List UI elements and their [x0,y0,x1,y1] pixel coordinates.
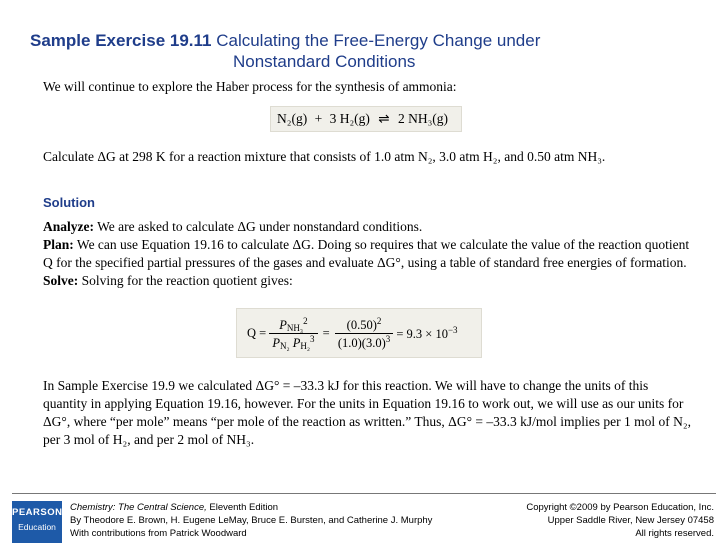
solution-body [43,218,693,290]
plan-block [43,236,693,272]
address-line: Upper Saddle River, New Jersey 07458 [547,515,714,526]
analyze-text: We are asked to calculate ΔG under nonstandard conditions. [97,219,423,234]
copyright-line: Copyright ©2009 by Pearson Education, Inc. [526,502,714,513]
plan-text: We can use Equation 19.16 to calculate ΔG. Doing so requires that we calculate the value of the reaction quotient Q for the specified partial pressures of the gases and evaluate ΔG°, using a table of standard free energies of formation. [43,237,690,270]
intro-text: We will continue to explore the Haber process for the synthesis of ammonia: [43,79,457,94]
reactant-n2: N₂(g) [277,111,308,126]
footer-copyright [526,501,714,540]
solution-heading: Solution [43,195,95,210]
plus-sign: + [314,111,323,126]
equilibrium-arrow: ⇌ [378,111,390,127]
book-edition: Eleventh Edition [206,502,279,513]
q-equals: = [322,326,330,341]
q-lhs: Q = [247,326,267,341]
title-text-line2: Nonstandard Conditions [233,52,416,71]
book-title: Chemistry: The Central Science, [70,502,207,513]
title-text-line1: Calculating the Free-Energy Change under [216,31,541,50]
footer-divider [12,493,716,494]
q-fraction-numeric: $\frac{(0.50)^2}{(1.0)(3.0)^3}$ [335,316,393,351]
product-nh3: 2 NH₃(g) [397,111,449,126]
question-text: Calculate ΔG at 298 K for a reaction mixture that consists of 1.0 atm N₂, 3.0 atm H₂, and 0.50 atm NH₃. [43,149,606,164]
analyze-label: Analyze: [43,219,94,234]
quotient-equation [236,308,482,358]
book-authors: By Theodore E. Brown, H. Eugene LeMay, Bruce E. Bursten, and Catherine J. Murphy [70,515,433,526]
reaction-equation [270,106,462,132]
page-title [30,30,710,72]
q-fraction-symbolic: $\frac{P_{NH_3}^2}{P_{N_2} P_{H_2}^3}$ [269,316,317,351]
reactant-h2: 3 H₂(g) [329,111,370,126]
analyze-line [43,218,693,236]
q-result: = $9.3 \times 10^{-3}$ [396,325,458,342]
solve-line [43,272,693,290]
solve-label: Solve: [43,273,79,288]
solve-text: Solving for the reaction quotient gives: [81,273,293,288]
book-contributors: With contributions from Patrick Woodward [70,528,247,539]
conclusion-text: In Sample Exercise 19.9 we calculated ΔG° = –33.3 kJ for this reaction. We will have to change the units of this quantity in applying Equation 19.16, however. For the units in Equation 19.16 to work out, we will use as our units for ΔG°, where “per mole” means “per mole of the reaction as written.” Thus, ΔG° = –33.3 kJ/mol implies per 1 mol of N₂, per 3 mol of H₂, and per 2 mol of NH₃. [43,378,691,447]
rights-line: All rights reserved. [635,528,714,539]
footer-citation [70,501,432,540]
pearson-logo: PEARSON Education [12,501,62,543]
plan-label: Plan: [43,237,74,252]
exercise-label: Sample Exercise 19.11 [30,31,212,50]
